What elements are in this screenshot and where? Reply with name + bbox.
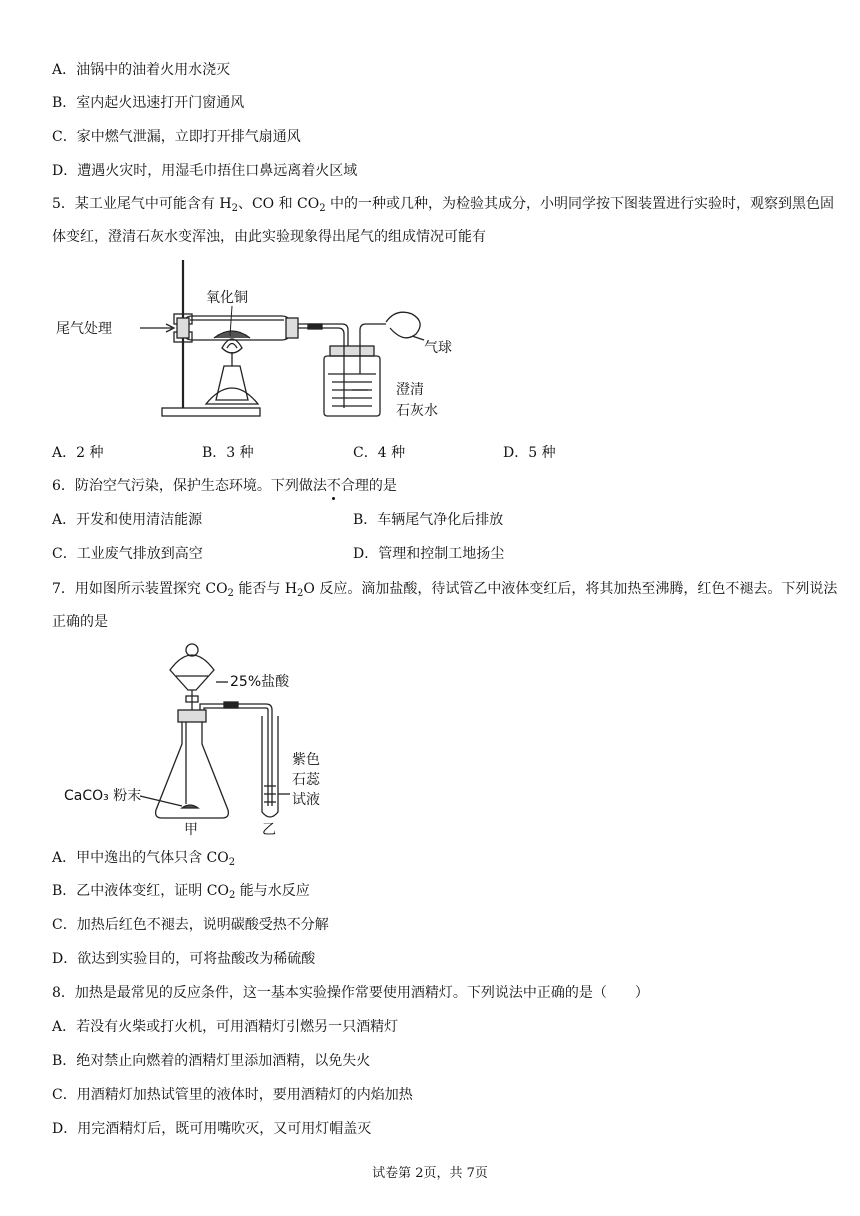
q5-option-a: A．2 种: [52, 445, 104, 461]
q5-stem: 5．某工业尾气中可能含有 $H_2$、CO 和 $CO_2$ 中的一种或几种，为检验其成分，小明同学按下图装置进行实验时，观察到黑色固体变红，澄清石灰水变浑浊，由此实验现象得出尾气的组成情况可能有: [52, 196, 835, 245]
q8-option-c: C．用酒精灯加热试管里的液体时，要用酒精灯的内焰加热: [52, 1087, 413, 1103]
q7-option-c: C．加热后红色不褪去，说明碳酸受热不分解: [52, 917, 329, 933]
page-footer: 试卷第 2页，共 7页: [372, 1166, 488, 1181]
q7-option-d: D．欲达到实验目的，可将盐酸改为稀硫酸: [52, 951, 316, 967]
q7-stem: 7．用如图所示装置探究 $CO_2$ 能否与 $H_2O$ 反应。滴加盐酸，待试管乙中液体变红后，将其加热至沸腾，红色不褪去。下列说法正确的是: [52, 581, 838, 630]
q7-option-a: A．甲中逸出的气体只含 $CO_2$: [52, 850, 236, 868]
q6-option-b: B．车辆尾气净化后排放: [353, 512, 504, 528]
q6-option-d: D．管理和控制工地扬尘: [353, 546, 505, 562]
q8-option-a: A．若没有火柴或打火机，可用酒精灯引燃另一只酒精灯: [52, 1019, 399, 1035]
q5-option-d: D．5 种: [503, 445, 556, 461]
q8-option-b: B．绝对禁止向燃着的酒精灯里添加酒精，以免失火: [52, 1053, 371, 1069]
q5-label-balloon: 气球: [424, 340, 452, 356]
q5-label-limewater-1: 澄清: [396, 382, 424, 398]
q6-emphasis-dot: 不: [326, 478, 341, 494]
q5-label-cuo: 氧化铜: [206, 290, 248, 306]
q4-option-a: A．油锅中的油着火用水浇灭: [52, 62, 231, 78]
q7-apparatus-figure: [52, 636, 352, 842]
q5-option-b: B．3 种: [202, 445, 254, 461]
q5-apparatus-figure: [52, 252, 472, 430]
q6-option-c: C．工业废气排放到高空: [52, 546, 203, 562]
q5-label-limewater-2: 石灰水: [396, 403, 438, 419]
q7-label-acid: 25%盐酸: [230, 674, 290, 690]
q6-option-a: A．开发和使用清洁能源: [52, 512, 203, 528]
q7-label-yi: 乙: [262, 822, 276, 838]
q7-label-litmus-3: 试液: [292, 792, 320, 808]
q6-stem: 6．防治空气污染，保护生态环境。下列做法不合理的是: [52, 478, 397, 494]
q4-option-c: C．家中燃气泄漏，立即打开排气扇通风: [52, 129, 301, 145]
q7-option-b: B．乙中液体变红，证明 $CO_2$ 能与水反应: [52, 883, 310, 901]
q8-stem: 8．加热是最常见的反应条件，这一基本实验操作常要使用酒精灯。下列说法中正确的是（ ）: [52, 985, 649, 1001]
q4-option-b: B．室内起火迅速打开门窗通风: [52, 95, 245, 111]
q5-label-gas-in: 尾气处理: [56, 321, 112, 337]
q7-label-caco3: CaCO₃ 粉末: [64, 788, 142, 804]
q8-option-d: D．用完酒精灯后，既可用嘴吹灭，又可用灯帽盖灭: [52, 1121, 372, 1137]
q4-option-d: D．遭遇火灾时，用湿毛巾捂住口鼻远离着火区域: [52, 163, 358, 179]
q5-option-c: C．4 种: [353, 445, 406, 461]
q7-label-jia: 甲: [184, 822, 198, 838]
q7-label-litmus-1: 紫色: [292, 752, 320, 768]
q7-label-litmus-2: 石蕊: [292, 772, 320, 788]
